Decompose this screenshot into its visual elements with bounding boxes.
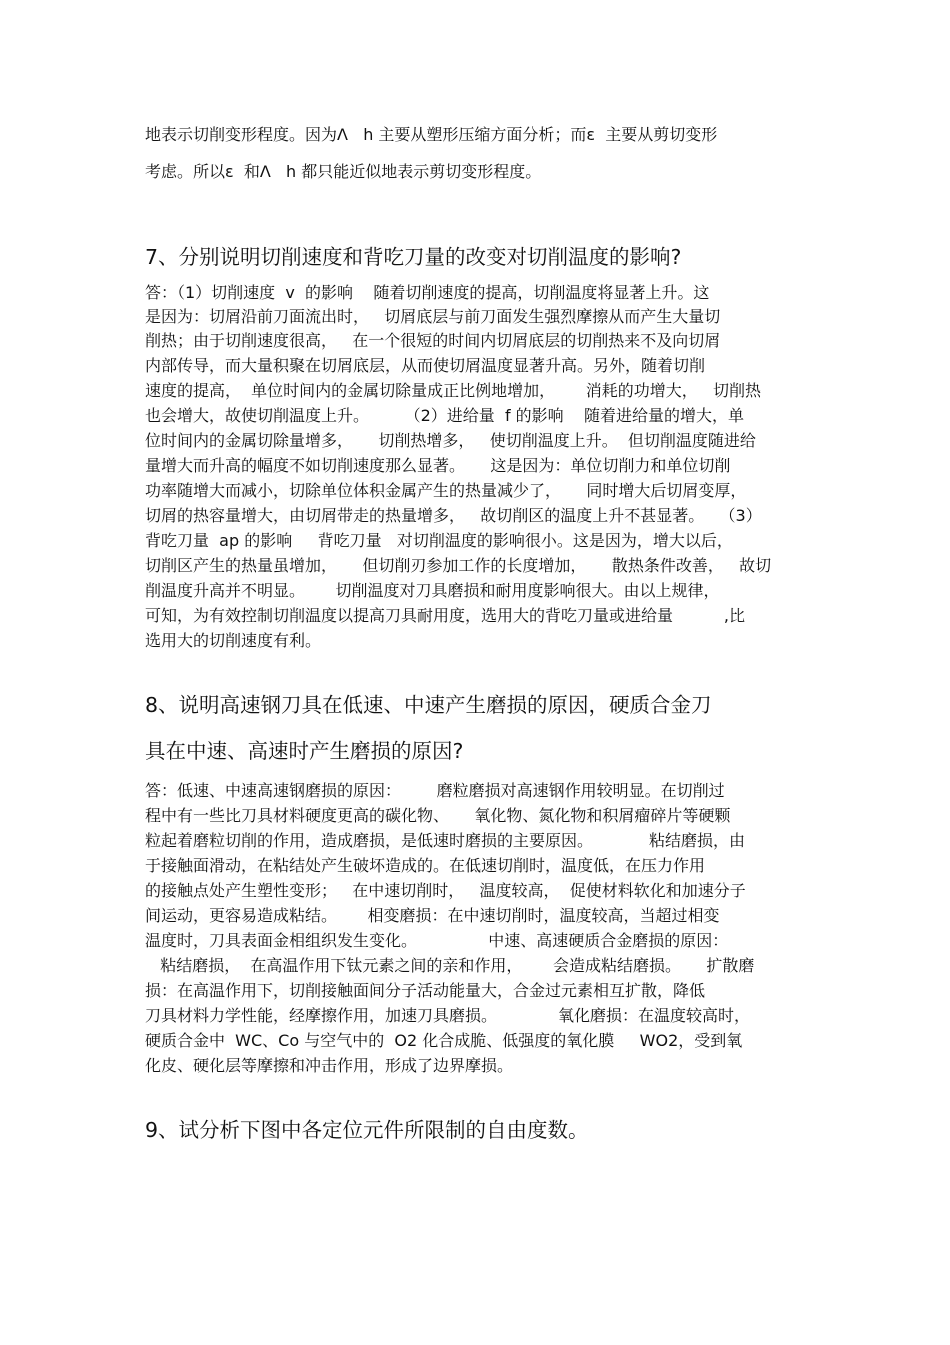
q7-answer-line: 可知，为有效控制切削温度以提高刀具耐用度，选用大的背吃刀量或进给量 ,比: [145, 606, 745, 625]
q7-answer-line: 答：（1）切削速度 v 的影响 随着切削速度的提高，切削温度将显著上升。这: [145, 283, 710, 302]
q8-answer-line: 粘结磨损， 在高温作用下钛元素之间的亲和作用， 会造成粘结磨损。 扩散磨: [145, 956, 755, 975]
q7-answer-line: 速度的提高， 单位时间内的金属切除量成正比例地增加， 消耗的功增大， 切削热: [145, 381, 761, 400]
q7-answer-line: 削温度升高并不明显。 切削温度对刀具磨损和耐用度影响很大。由以上规律，: [145, 581, 720, 600]
q7-answer-line: 背吃刀量 ap 的影响 背吃刀量 对切削温度的影响很小。这是因为，增大以后，: [145, 531, 733, 550]
q7-answer-line: 功率随增大而减小，切除单位体积金属产生的热量减少了， 同时增大后切屑变厚，: [145, 481, 747, 500]
q8-answer-line: 于接触面滑动，在粘结处产生破坏造成的。在低速切削时，温度低，在压力作用: [145, 856, 706, 875]
q7-answer-line: 是因为：切屑沿前刀面流出时， 切屑底层与前刀面发生强烈摩擦从而产生大量切: [145, 307, 721, 326]
intro-line-1: 地表示切削变形程度。因为Λ h 主要从塑形压缩方面分析；而ε 主要从剪切变形: [145, 125, 718, 144]
q7-answer-line: 切屑的热容量增大，由切屑带走的热量增多， 故切削区的温度上升不甚显著。 （3）: [145, 506, 762, 525]
q8-answer-line: 粒起着磨粒切削的作用，造成磨损，是低速时磨损的主要原因。 粘结磨损，由: [145, 831, 745, 850]
q8-answer-line: 刀具材料力学性能，经摩擦作用，加速刀具磨损。 氧化磨损：在温度较高时，: [145, 1006, 751, 1025]
question-8-title-line-2: 具在中速、高速时产生磨损的原因?: [145, 739, 464, 763]
q7-answer-line: 也会增大，故使切削温度上升。 （2）进给量 f 的影响 随着进给量的增大，单: [145, 406, 745, 425]
q8-answer-line: 的接触点处产生塑性变形； 在中速切削时， 温度较高， 促使材料软化和加速分子: [145, 881, 746, 900]
q8-answer-line: 温度时，刀具表面金相组织发生变化。 中速、高速硬质合金磨损的原因：: [145, 931, 729, 950]
q8-answer-line: 答：低速、中速高速钢磨损的原因： 磨粒磨损对高速钢作用较明显。在切削过: [145, 781, 725, 800]
q8-answer-line: 程中有一些比刀具材料硬度更高的碳化物、 氧化物、氮化物和积屑瘤碎片等硬颗: [145, 806, 731, 825]
q8-answer-line: 间运动，更容易造成粘结。 相变磨损：在中速切削时，温度较高，当超过相变: [145, 906, 720, 925]
q7-answer-line: 位时间内的金属切除量增多， 切削热增多， 使切削温度上升。 但切削温度随进给: [145, 431, 756, 450]
intro-line-2: 考虑。所以ε 和Λ h 都只能近似地表示剪切变形程度。: [145, 162, 542, 181]
question-8-title-line-1: 8、说明高速钢刀具在低速、中速产生磨损的原因，硬质合金刀: [145, 693, 712, 717]
q7-answer-line: 内部传导，而大量积聚在切屑底层，从而使切屑温度显著升高。另外，随着切削: [145, 356, 706, 375]
q7-answer-line: 切削区产生的热量虽增加， 但切削刃参加工作的长度增加， 散热条件改善， 故切: [145, 556, 772, 575]
q8-answer-line: 损：在高温作用下，切削接触面间分子活动能量大，合金过元素相互扩散，降低: [145, 981, 706, 1000]
q8-answer-line: 硬质合金中 WC、Co 与空气中的 O2 化合成脆、低强度的氧化膜 WO2，受到氧: [145, 1031, 743, 1050]
q7-answer-line: 削热；由于切削速度很高， 在一个很短的时间内切屑底层的切削热来不及向切屑: [145, 331, 721, 350]
q7-answer-line: 量增大而升高的幅度不如切削速度那么显著。 这是因为：单位切削力和单位切削: [145, 456, 731, 475]
q7-answer-line: 选用大的切削速度有利。: [145, 631, 322, 650]
q8-answer-line: 化皮、硬化层等摩擦和冲击作用，形成了边界摩损。: [145, 1056, 514, 1075]
question-9-title: 9、试分析下图中各定位元件所限制的自由度数。: [145, 1118, 589, 1142]
question-7-title: 7、分别说明切削速度和背吃刀量的改变对切削温度的影响?: [145, 245, 682, 269]
